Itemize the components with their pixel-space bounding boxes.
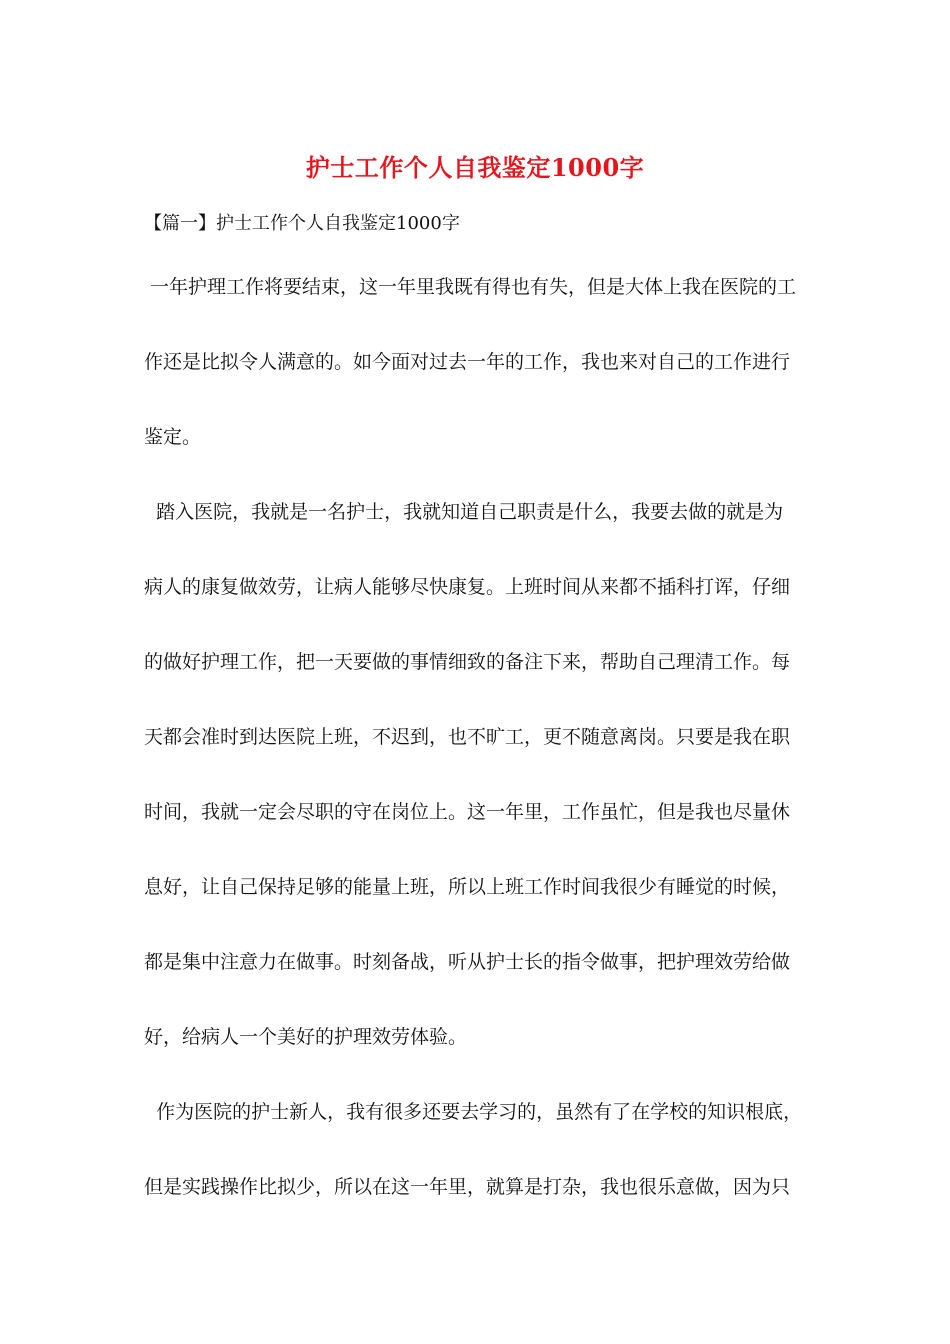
text-line: 一年护理工作将要结束，这一年里我既有得也有失，但是大体上我在医院的工 — [144, 276, 797, 298]
text-line: 都是集中注意力在做事。时刻备战，听从护士长的指令做事，把护理效劳给做 — [144, 951, 791, 973]
text-line: 病人的康复做效劳，让病人能够尽快康复。上班时间从来都不插科打诨，仔细 — [144, 576, 791, 598]
text-line: 鉴定。 — [144, 426, 202, 448]
document-title: 护士工作个人自我鉴定1000字 — [305, 153, 645, 182]
section-heading-number: 1000 — [396, 213, 442, 234]
text-line: 息好，让自己保持足够的能量上班，所以上班工作时间我很少有睡觉的时候， — [144, 876, 791, 898]
text-line: 好，给病人一个美好的护理效劳体验。 — [144, 1026, 468, 1048]
text-line: 踏入医院，我就是一名护士，我就知道自己职责是什么，我要去做的就是为 — [144, 501, 784, 523]
text-line: 天都会准时到达医院上班，不迟到，也不旷工，更不随意离岗。只要是我在职 — [144, 726, 791, 748]
text-line: 作为医院的护士新人，我有很多还要去学习的，虽然有了在学校的知识根底， — [144, 1101, 803, 1123]
text-line: 时间，我就一定会尽职的守在岗位上。这一年里，工作虽忙，但是我也尽量休 — [144, 801, 791, 823]
section-heading-prefix: 【篇一】护士工作个人自我鉴定 — [144, 213, 396, 234]
text-line: 作还是比拟令人满意的。如今面对过去一年的工作，我也来对自己的工作进行 — [144, 351, 791, 373]
text-line: 的做好护理工作，把一天要做的事情细致的备注下来，帮助自己理清工作。每 — [144, 651, 791, 673]
text-line: 但是实践操作比拟少，所以在这一年里，就算是打杂，我也很乐意做，因为只 — [144, 1176, 791, 1198]
body-text — [144, 268, 809, 1243]
section-heading-suffix: 字 — [441, 213, 460, 234]
section-heading — [144, 208, 824, 240]
